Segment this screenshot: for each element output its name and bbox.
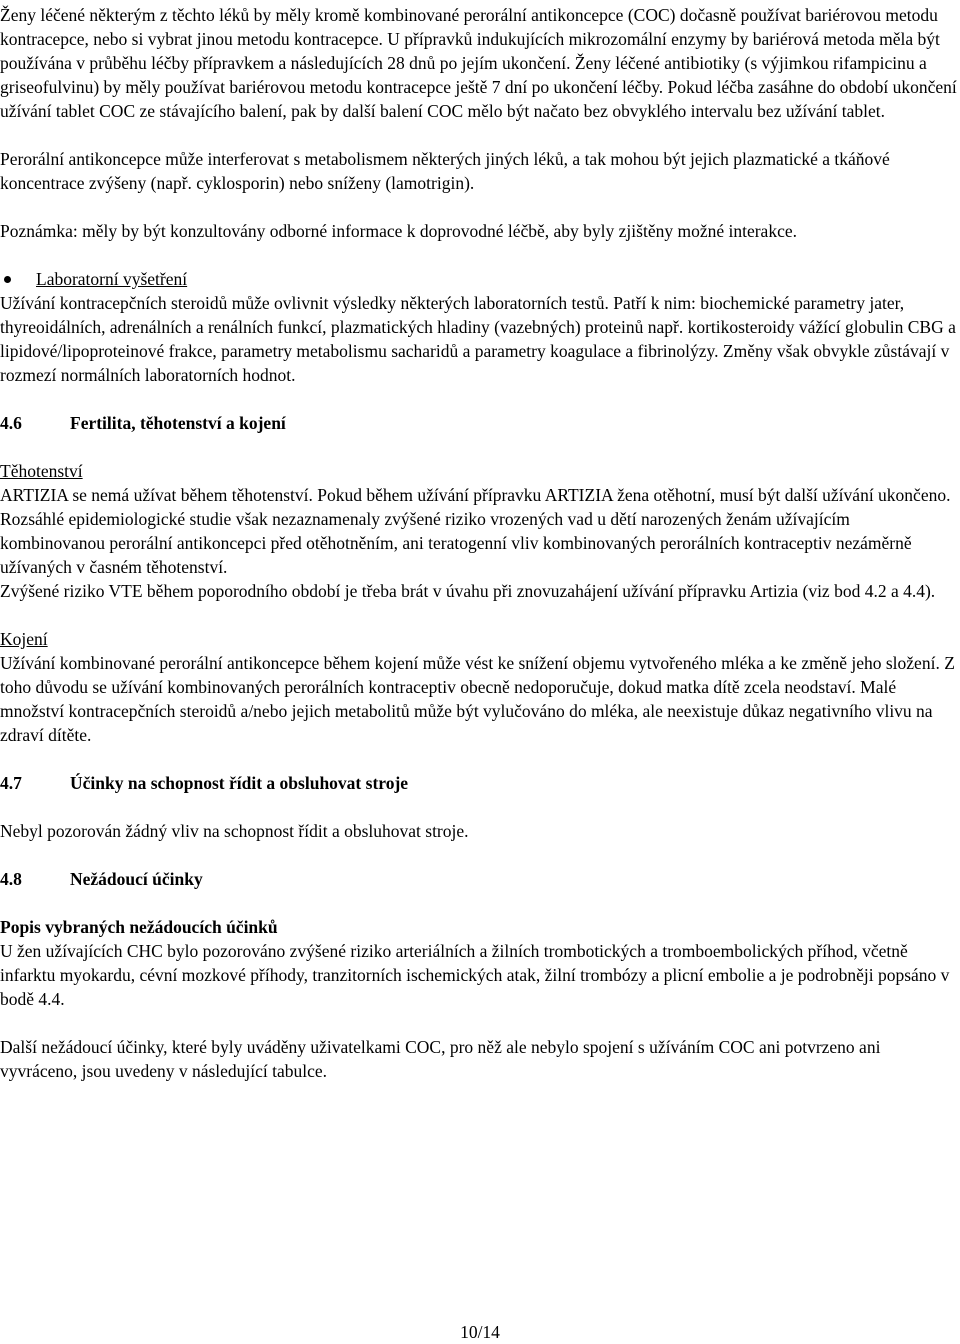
pregnancy-vte-text: Zvýšené riziko VTE během poporodního období je třeba brát v úvahu při znovuzahájení užívání přípravku Artizia (viz bod 4.2 a 4.4). xyxy=(0,581,936,601)
breastfeeding-subheading: Kojení xyxy=(0,629,48,649)
bullet-icon xyxy=(4,276,11,283)
adverse-effects-subheading: Popis vybraných nežádoucích účinků xyxy=(0,917,278,937)
paragraph-note: Poznámka: měly by být konzultovány odborné informace k doprovodné léčbě, aby byly zjištěny možné interakce. xyxy=(0,221,797,241)
document-content xyxy=(0,3,958,1083)
pregnancy-subheading: Těhotenství xyxy=(0,461,83,481)
section-title: Fertilita, těhotenství a kojení xyxy=(70,413,286,433)
breastfeeding-text: Užívání kombinované perorální antikoncepce během kojení může vést ke snížení objemu vytvořeného mléka a ke změně jeho složení. Z toho důvodu se užívání kombinovaných perorálních kontraceptiv obecně nedoporučuje, dokud matka dítě zcela neodstaví. Malé množství kontracepčních steroidů a/nebo jejich metabolitů může být vylučováno do mléka, ale neexistuje důkaz negativního vlivu na zdraví dítěte. xyxy=(0,653,955,745)
paragraph-contraception-interaction: Ženy léčené některým z těchto léků by měly kromě kombinované perorální antikoncepce (COC) dočasně používat bariérovou metodu kontracepce, nebo si vybrat jinou metodu kontracepce. U přípravků indukujících mikrozomální enzymy by bariérová metoda měla být používána v průběhu léčby přípravkem a následujících 28 dnů po jejím ukončení. Ženy léčené antibiotiky (s výjimkou rifampicinu a griseofulvinu) by měly používat bariérovou metodu kontracepce ještě 7 dní po ukončení léčby. Pokud léčba zasáhne do období ukončení užívání tablet COC ze stávajícího balení, pak by další balení COC mělo být načato bez obvyklého intervalu bez užívání tablet. xyxy=(0,5,957,121)
other-adverse-effects-text: Další nežádoucí účinky, které byly uváděny uživatelkami COC, pro něž ale nebylo spojení s užíváním COC ani potvrzeno ani vyvráceno, jsou uvedeny v následující tabulce. xyxy=(0,1037,881,1081)
lab-section xyxy=(0,267,958,291)
page-number: 10/14 xyxy=(460,1322,500,1342)
adverse-effects-text: U žen užívajících CHC bylo pozorováno zvýšené riziko arteriálních a žilních trombotických a tromboembolických příhod, včetně infarktu myokardu, cévní mozkové příhody, tranzitorních ischemických atak, žilní trombózy a plicní embolie a je podrobněji popsáno v bodě 4.4. xyxy=(0,941,950,1009)
section-title: Nežádoucí účinky xyxy=(70,869,203,889)
section-number: 4.7 xyxy=(0,773,22,793)
lab-section-title: Laboratorní vyšetření xyxy=(36,269,188,289)
section-4-7-heading xyxy=(0,771,958,795)
section-4-8-heading xyxy=(0,867,958,891)
section-4-7-text: Nebyl pozorován žádný vliv na schopnost řídit a obsluhovat stroje. xyxy=(0,821,469,841)
section-title: Účinky na schopnost řídit a obsluhovat stroje xyxy=(70,773,409,793)
paragraph-metabolism-interference: Perorální antikoncepce může interferovat s metabolismem některých jiných léků, a tak mohou být jejich plazmatické a tkáňové koncentrace zvýšeny (např. cyklosporin) nebo sníženy (lamotrigin). xyxy=(0,149,890,193)
pregnancy-text: ARTIZIA se nemá užívat během těhotenství. Pokud během užívání přípravku ARTIZIA žena otěhotní, musí být další užívání ukončeno. Rozsáhlé epidemiologické studie však nezaznamenaly zvýšené riziko vrozených vad u dětí narozených ženám užívajícím kombinovanou perorální antikoncepci před otěhotněním, ani teratogenní vliv kombinovaných perorálních kontraceptiv nezáměrně užívaných v časném těhotenství. xyxy=(0,485,951,577)
section-4-6-heading xyxy=(0,411,958,435)
section-number: 4.8 xyxy=(0,869,22,889)
lab-section-text: Užívání kontracepčních steroidů může ovlivnit výsledky některých laboratorních testů. Patří k nim: biochemické parametry jater, thyreoidálních, adrenálních a renálních funkcí, plazmatických hladiny (vazebných) proteinů např. kortikosteroidy vážící globulin CBG a lipidové/lipoproteinové frakce, parametry metabolismu sacharidů a parametry koagulace a fibrinolýzy. Změny však obvykle zůstávají v rozmezí normálních laboratorních hodnot. xyxy=(0,293,956,385)
section-number: 4.6 xyxy=(0,413,22,433)
